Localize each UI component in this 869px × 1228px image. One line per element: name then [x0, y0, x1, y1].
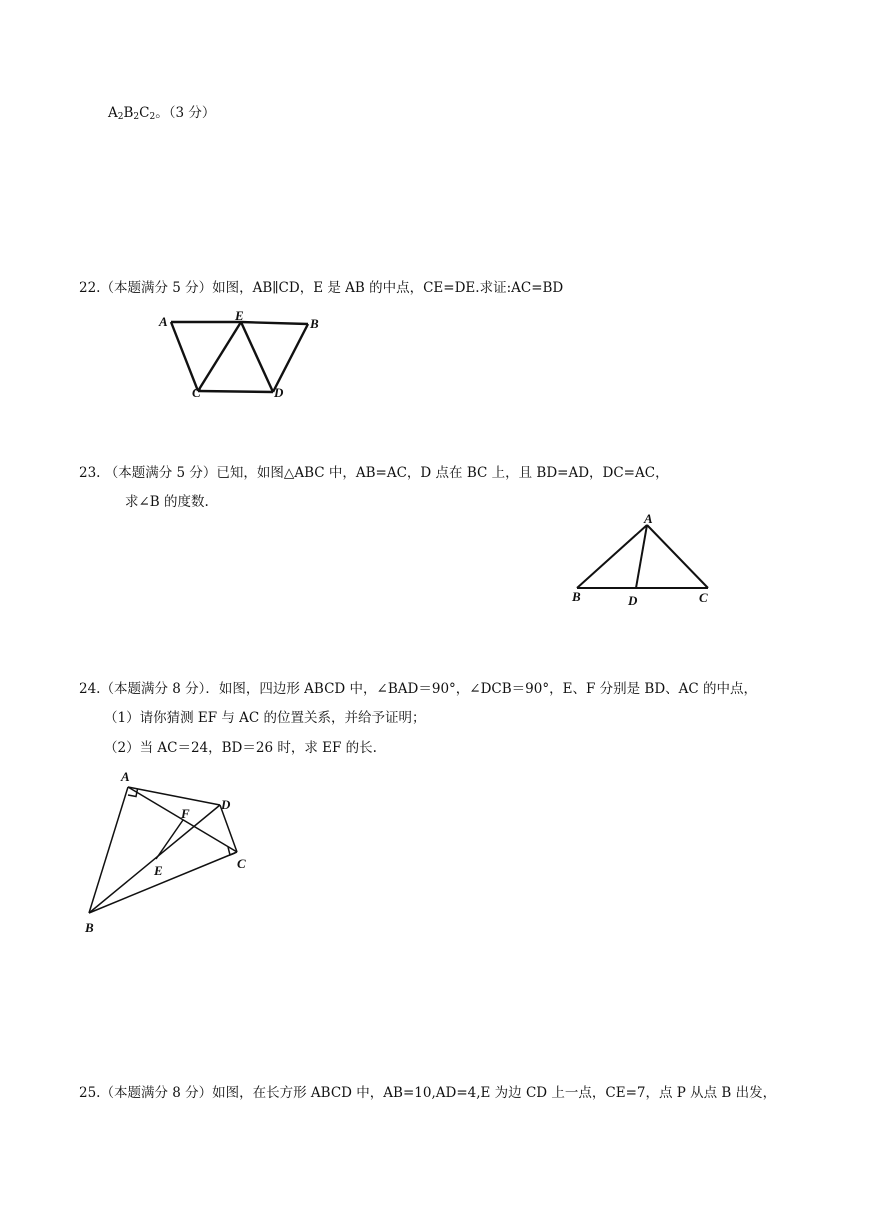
- segment-bc: [89, 852, 237, 913]
- label-d: D: [274, 385, 284, 400]
- segment-bd: [89, 805, 220, 913]
- segment-ac: [171, 322, 198, 391]
- question-23-line-2: 求∠B 的度数.: [125, 494, 209, 510]
- label-f: F: [181, 806, 190, 821]
- segment-dc: [220, 805, 237, 852]
- score-note: 。（3 分）: [155, 105, 216, 121]
- question-22-text: 22.（本题满分 5 分）如图，AB∥CD，E 是 AB 的中点，CE=DE.求证:AC=BD: [79, 280, 564, 296]
- segment-cd: [198, 391, 273, 392]
- top-fragment: [108, 104, 215, 126]
- segment-ec: [198, 322, 241, 391]
- label-a: A: [121, 769, 130, 784]
- figure-q22: [155, 308, 335, 403]
- vertex-a2: $A_2$: [108, 105, 124, 122]
- question-24-line-3: （2）当 AC＝24，BD＝26 时，求 EF 的长.: [104, 740, 377, 756]
- figure-q24: [78, 765, 263, 940]
- label-c: C: [192, 385, 201, 400]
- question-23-line-1: 23. （本题满分 5 分）已知，如图△ABC 中，AB=AC，D 点在 BC 上，且 BD=AD，DC=AC，: [79, 465, 669, 481]
- figure-q23: [568, 508, 718, 608]
- label-e: E: [235, 308, 244, 323]
- question-24-line-2: （1）请你猜测 EF 与 AC 的位置关系，并给予证明；: [104, 710, 426, 726]
- segment-ab: [577, 525, 647, 588]
- segment-ac: [647, 525, 708, 588]
- label-b: B: [572, 589, 581, 604]
- label-a: A: [159, 314, 168, 329]
- question-25-text: 25.（本题满分 8 分）如图，在长方形 ABCD 中，AB=10,AD=4,E 为边 CD 上一点，CE=7，点 P 从点 B 出发，: [79, 1085, 777, 1101]
- segment-eb: [241, 322, 308, 324]
- vertex-b2: $B_2$: [123, 105, 140, 122]
- question-24-line-1: 24.（本题满分 8 分）．如图，四边形 ABCD 中，∠BAD＝90°，∠DCB＝90°，E、F 分别是 BD、AC 的中点，: [79, 681, 758, 697]
- segment-ed: [241, 322, 273, 392]
- segment-ab: [89, 787, 128, 913]
- label-b: B: [310, 316, 319, 331]
- label-d: D: [221, 797, 231, 812]
- label-d: D: [628, 593, 638, 608]
- label-c: C: [699, 590, 708, 605]
- segment-db: [273, 324, 308, 392]
- label-b: B: [85, 920, 94, 935]
- vertex-c2: $C_2$: [139, 105, 156, 122]
- label-e: E: [154, 863, 163, 878]
- label-a: A: [644, 511, 653, 526]
- label-c: C: [237, 856, 246, 871]
